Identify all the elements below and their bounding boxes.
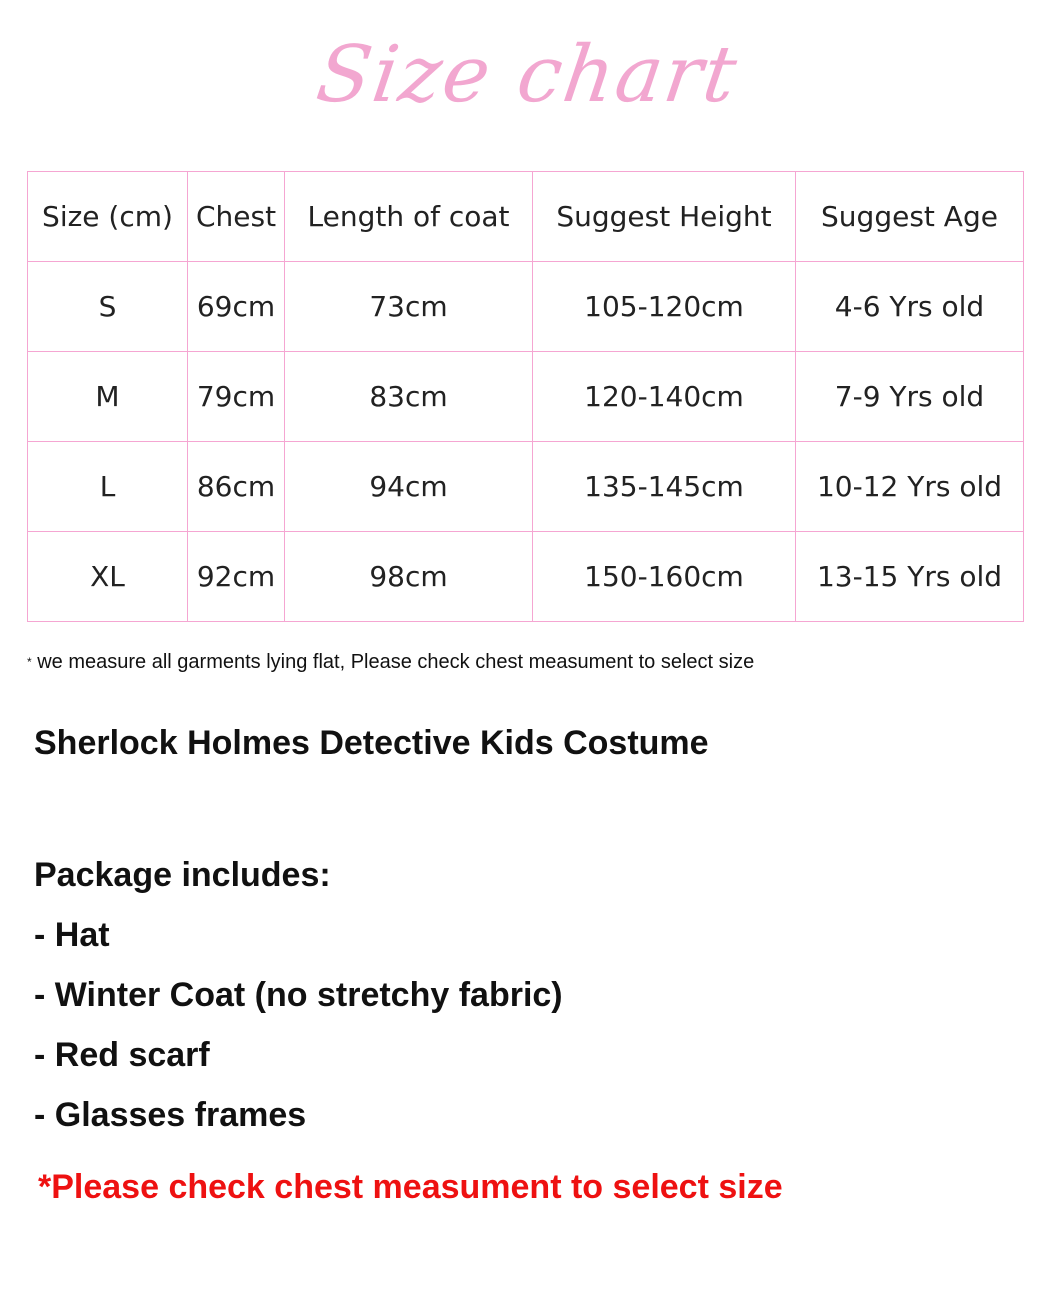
cell-chest: 79cm [188, 352, 285, 442]
cell-size: XL [28, 532, 188, 622]
cell-chest: 86cm [188, 442, 285, 532]
note-asterisk: * [27, 655, 32, 669]
package-list [34, 845, 563, 1145]
table-row [28, 352, 1024, 442]
cell-height: 135-145cm [533, 442, 796, 532]
header-age: Suggest Age [796, 172, 1024, 262]
package-item: - Hat [34, 916, 110, 954]
cell-length: 73cm [285, 262, 533, 352]
header-height: Suggest Height [533, 172, 796, 262]
package-item: - Red scarf [34, 1036, 210, 1074]
cell-age: 13-15 Yrs old [796, 532, 1024, 622]
cell-age: 7-9 Yrs old [796, 352, 1024, 442]
header-size: Size (cm) [28, 172, 188, 262]
package-heading: Package includes: [34, 856, 331, 894]
cell-size: S [28, 262, 188, 352]
cell-length: 94cm [285, 442, 533, 532]
measurement-note [27, 651, 754, 674]
header-chest: Chest [188, 172, 285, 262]
cell-age: 10-12 Yrs old [796, 442, 1024, 532]
size-table [27, 171, 1024, 622]
header-length: Length of coat [285, 172, 533, 262]
size-warning: *Please check chest measument to select size [38, 1168, 783, 1206]
cell-age: 4-6 Yrs old [796, 262, 1024, 352]
cell-height: 120-140cm [533, 352, 796, 442]
cell-height: 105-120cm [533, 262, 796, 352]
cell-size: L [28, 442, 188, 532]
table-header-row [28, 172, 1024, 262]
size-chart-title: Size chart [311, 30, 744, 120]
table-row [28, 532, 1024, 622]
cell-chest: 69cm [188, 262, 285, 352]
table-row [28, 442, 1024, 532]
cell-length: 83cm [285, 352, 533, 442]
cell-chest: 92cm [188, 532, 285, 622]
cell-length: 98cm [285, 532, 533, 622]
note-text: we measure all garments lying flat, Please check chest measument to select size [37, 651, 755, 673]
cell-height: 150-160cm [533, 532, 796, 622]
package-item: - Glasses frames [34, 1096, 307, 1134]
product-name: Sherlock Holmes Detective Kids Costume [34, 724, 709, 762]
cell-size: M [28, 352, 188, 442]
table-row [28, 262, 1024, 352]
package-item: - Winter Coat (no stretchy fabric) [34, 976, 563, 1014]
